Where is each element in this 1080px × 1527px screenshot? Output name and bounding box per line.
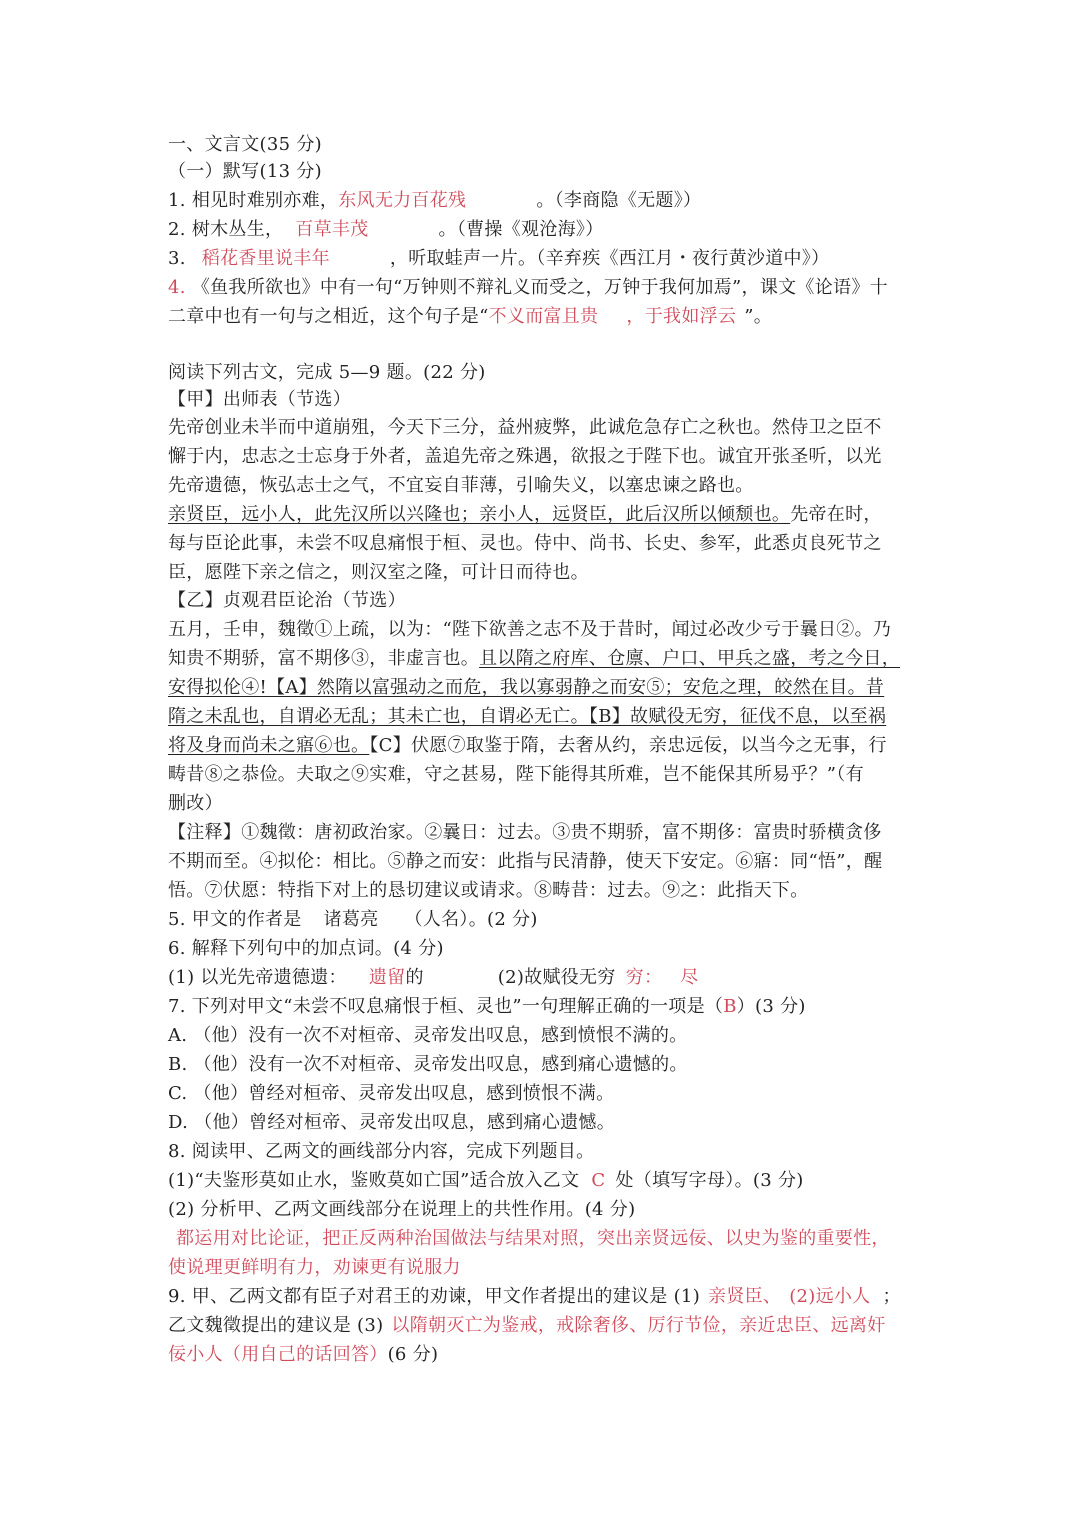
q3-answer: 稻花香里说丰年 [201,248,330,269]
question-4-line1 [168,275,928,301]
q4-line2-suffix: ”。 [744,306,773,327]
jia-line: 懈于内，忠志之士忘身于外者，盖追先帝之殊遇，欲报之于陛下也。诚宜开张圣听，以光 [168,446,882,467]
jia-line: 臣，愿陛下亲之信之，则汉室之隆，可计日而待也。 [168,562,589,583]
q6-p1-prefix: (1) 以光先帝遗德遗： [168,967,347,988]
jia-line: 先帝遗德，恢弘志士之气，不宜妄自菲薄，引喻失义，以塞忠谏之路也。 [168,475,754,496]
yi-underlined-line: 隋之未乱也，自谓必无乱；其未亡也，自谓必无亡。【B】故赋役无穷，征伐不息，以至祸 [168,706,887,727]
q1-num: 1. [168,190,186,211]
q9-l1-prefix: 9. 甲、乙两文都有臣子对君王的劝谏，甲文作者提出的建议是 (1) [168,1286,701,1307]
yi-line [168,733,928,759]
yi-line2-underlined: 且以隋之府库、仓廪、户口、甲兵之盛，考之今日， [479,648,901,669]
jia-underlined-line [168,502,928,528]
section-title: 一、文言文(35 分) [168,134,322,155]
yi-line5-underlined: 将及身而尚未之寤⑥也。 [168,735,370,756]
q5-prefix: 5. 甲文的作者是 [168,909,302,930]
q4-answer-b: ，于我如浮云 [626,306,737,327]
q3-suffix: ，听取蛙声一片。（辛弃疾《西江月・夜行黄沙道中》） [389,248,830,269]
q9-l3-suffix: (6 分) [387,1344,439,1365]
yi-line2-plain: 知贵不期骄，富不期侈③，非虚言也。 [168,648,480,669]
question-9-line2 [168,1313,928,1339]
jia-line: 每与臣论此事，未尝不叹息痛恨于桓、灵也。侍中、尚书、长史、参军，此悉贞良死节之 [168,533,882,554]
q6-p2-answer2: 尽 [680,967,699,988]
q9-answer2: 远小人 [815,1286,871,1307]
question-9-line3 [168,1342,928,1368]
q6-p2-answer: 穷： [625,967,663,988]
q2-suffix: 。（曹操《观沧海》） [438,219,604,240]
q3-num: 3. [168,248,186,269]
q6-p2-prefix: (2)故赋役无穷 [497,967,616,988]
q7-option: A. （他）没有一次不对桓帝、灵帝发出叹息，感到愤恨不满的。 [168,1025,688,1046]
q7-prefix: 7. 下列对甲文“未尝不叹息痛恨于桓、灵也”一句理解正确的一项是（ [168,996,724,1017]
q4-line1: 《鱼我所欲也》中有一句“万钟则不辩礼义而受之，万钟于我何加焉”，课文《论语》十 [191,277,888,298]
q4-num: 4. [168,277,186,298]
q4-line2-prefix: 二章中也有一句与之相近，这个句子是“ [168,306,489,327]
q7-option: B. （他）没有一次不对桓帝、灵帝发出叹息，感到痛心遗憾的。 [168,1054,688,1075]
q9-l2-prefix: 乙文魏徵提出的建议是 (3) [168,1315,384,1336]
q8-p2-answer-line1: 都运用对比论证，把正反两种治国做法与结果对照，突出亲贤远佞、以史为鉴的重要性， [176,1228,890,1249]
yi-line5-plain: 【C】伏愿⑦取鉴于隋，去奢从约，亲忠远佞，以当今之无事，行 [369,735,887,756]
question-4-line2 [168,304,928,330]
question-2 [168,217,928,243]
question-8-part1 [168,1168,928,1194]
question-8: 8. 阅读甲、乙两文的画线部分内容，完成下列题目。 [168,1141,595,1162]
jia-after-underline: 先帝在时， [790,504,882,525]
q9-answer3: 以隋朝灭亡为鉴戒，戒除奢侈、厉行节俭，亲近忠臣、远离奸 [391,1315,886,1336]
question-6-parts [168,965,928,991]
q7-option: D. （他）曾经对桓帝、灵帝发出叹息，感到痛心遗憾。 [168,1112,616,1133]
yi-title: 【乙】贞观君臣论治（节选） [168,590,406,611]
yi-line: 五月，壬申，魏徵①上疏，以为：“陛下欲善之志不及于昔时，闻过必改少亏于曩日②。乃 [168,619,892,640]
q8-p2-answer-line2: 使说理更鲜明有力，劝谏更有说服力 [168,1257,461,1278]
question-3 [168,246,928,272]
q8-p1-suffix: 处（填写字母）。(3 分) [615,1170,804,1191]
reading-instruction: 阅读下列古文，完成 5—9 题。(22 分) [168,362,486,383]
notes-line: 悟。⑦伏愿：特指下对上的恳切建议或请求。⑧畴昔：过去。⑨之：此指天下。 [168,880,809,901]
question-5 [168,907,928,933]
q9-l1-suffix: ； [882,1286,901,1307]
q1-answer: 东风无力百花残 [338,190,467,211]
jia-underlined: 亲贤臣，远小人，此先汉所以兴隆也；亲小人，远贤臣，此后汉所以倾颓也。 [168,504,791,525]
jia-title: 【甲】出师表（节选） [168,389,351,410]
q5-suffix: （人名）。(2 分) [404,909,538,930]
yi-line [168,646,928,672]
q4-answer-a: 不义而富且贵 [488,306,599,327]
question-9-line1 [168,1284,928,1310]
jia-line: 先帝创业未半而中道崩殂，今天下三分，益州疲弊，此诚危急存亡之秋也。然侍卫之臣不 [168,417,882,438]
notes-line: 【注释】①魏徵：唐初政治家。②曩日：过去。③贵不期骄，富不期侈：富贵时骄横贪侈 [168,822,882,843]
q1-suffix: 。（李商隐《无题》） [536,190,702,211]
question-8-part2: (2) 分析甲、乙两文画线部分在说理上的共性作用。(4 分) [168,1199,636,1220]
yi-line: 删改） [168,793,223,814]
question-6: 6. 解释下列句中的加点词。(4 分) [168,938,444,959]
q9-answer1: 亲贤臣、 [708,1286,782,1307]
q2-prompt: 树木丛生， [191,219,284,240]
q9-mid: (2) [789,1286,816,1307]
yi-underlined-line: 安得拟伦④!【A】然隋以富强动之而危，我以寡弱静之而安⑤；安危之理，皎然在目。昔 [168,677,885,698]
q7-answer: B [723,996,737,1017]
q6-p1-answer: 遗留 [368,967,406,988]
q6-p1-suffix: 的 [405,967,424,988]
q1-prompt: 相见时难别亦难， [191,190,339,211]
notes-line: 不期而至。④拟伦：相比。⑤静之而安：此指与民清静，使天下安定。⑥寤：同“悟”，醒 [168,851,883,872]
q5-answer: 诸葛亮 [323,909,379,930]
q7-option: C. （他）曾经对桓帝、灵帝发出叹息，感到愤恨不满。 [168,1083,615,1104]
q7-suffix: ）(3 分) [736,996,806,1017]
q2-num: 2. [168,219,186,240]
question-7 [168,994,928,1020]
q8-p1-answer: C [591,1170,606,1191]
q8-p1-prefix: (1)“夫鉴形莫如止水，鉴败莫如亡国”适合放入乙文 [168,1170,580,1191]
question-1 [168,188,928,214]
q2-answer: 百草丰茂 [295,219,369,240]
yi-line: 畴昔⑧之恭俭。夫取之⑨实难，守之甚易，陛下能得其所难，岂不能保其所易乎？”（有 [168,764,864,785]
q9-answer3-cont: 佞小人（用自己的话回答） [168,1344,388,1365]
part1-title: （一）默写(13 分) [168,161,322,182]
